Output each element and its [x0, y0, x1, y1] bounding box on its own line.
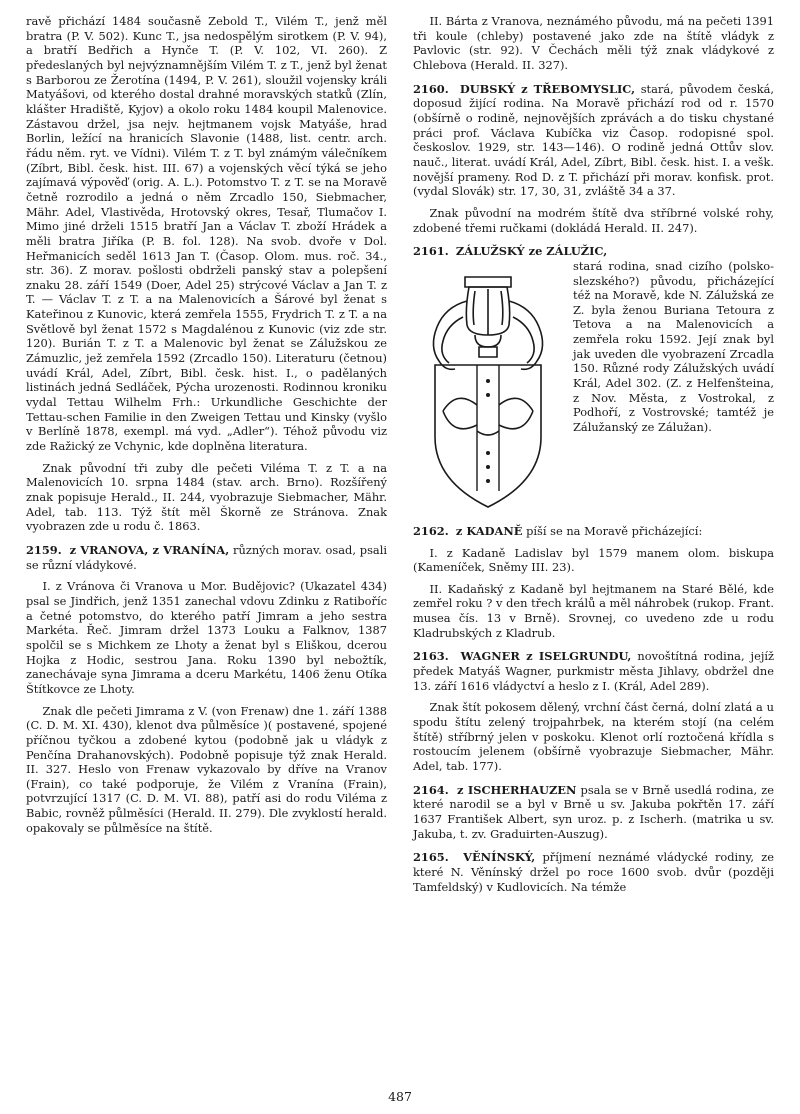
- entry-number: 2161.: [413, 244, 449, 259]
- entry-title: z ISCHERHAUZEN: [456, 782, 577, 797]
- entry-number: 2165.: [413, 850, 449, 865]
- entry-title: z KADANĚ: [455, 523, 523, 538]
- entry-lead: novoštítná rodina, jejíž předek Matyáš Wagner, purkmistr města Jihlavy, obdržel dne 13. září 1616 vládyctví a heslo z I. (Král, Adel 289).: [413, 649, 774, 693]
- entry-heading-2164: [413, 783, 774, 842]
- paragraph: Znak původní tři zuby dle pečeti Viléma T. z T. a na Malenovicích 10. srpna 1484 (stav. arch. Brno). Rozšířený znak popisuje Herald., II. 244, vyobrazuje Siebmacher, Mähr. Adel, tab. 113. Týž štít měl Škorně ze Stránova. Znak vyobrazen zde u rodu č. 1863.: [26, 460, 387, 534]
- entry-title: VĚNÍNSKÝ,: [463, 850, 536, 865]
- entry-title: WAGNER z ISELGRUNDU,: [460, 649, 632, 664]
- entry-heading-2159: [26, 543, 387, 572]
- entry-number: 2163.: [413, 649, 449, 664]
- entry-heading-2165: [413, 850, 774, 894]
- page-number: 487: [388, 1089, 412, 1104]
- coat-of-arms-zaluzsky-figure: [413, 261, 563, 513]
- two-column-layout: [26, 14, 774, 1064]
- paragraph: II. Bárta z Vranova, neznámého původu, má na pečeti 1391 tři koule (chleby) postavené jako zde na štítě vládyk z Pavlovic (str. 92). V Čechách měli týž znak vládykové z Chlebova (Herald. II. 327).: [413, 14, 774, 72]
- entry-heading-2161: [413, 244, 774, 259]
- entry-title: DUBSKÝ z TŘEBOMYSLIC,: [459, 81, 636, 96]
- entry-heading-2160: [413, 82, 774, 199]
- paragraph: Znak štít pokosem dělený, vrchní část černá, dolní zlatá a u spodu štítu zelený trojpahrbek, na kterém stojí (na celém štítě) stříbrný jelen v poskoku. Klenot orlí roztočená křídla s rostoucím jelenem (obšírně vyobrazuje Siebmacher, Mähr. Adel, tab. 177).: [413, 700, 774, 774]
- paragraph: stará rodina, snad cizího (polsko-slezského?) původu, přicházející též na Moravě, kde N. Zálužská ze Z. byla ženou Buriana Tetoura z Tetova a na Malenovicích a zemřela roku 1592. Její znak byl jak uveden dle vyobrazení Zrcadla 150. Různé rody Zálužských uvádí Král, Adel 302. (Z. z Helfenšteina, z Nov. Města, z Vostrokal, z Podhoří, z Vostrovské; tamtéž je Zálužanský ze Zálužan).: [573, 258, 774, 435]
- entry-number: 2160.: [413, 81, 449, 96]
- entry-lead: stará, původem česká, doposud žijící rodina. Na Moravě přichází rod od r. 1570 (obšírně o rodině, nejnovějších zprávách a do tisku chystané práci prof. Václava Kubíčka viz Časop. rodopisné spol. českoslov. 1929, str. 143—146). O rodině jedná Ottův slov. nauč., literat. uvádí Král, Adel, Zíbrt, Bibl. česk. hist. I. a vešk. novější prameny. Rod D. z T. přichází při morav. konfisk. prot. (vydal Slovák) str. 17, 30, 31, zvláště 34 a 37.: [413, 81, 775, 199]
- entry-heading-2163: [413, 649, 774, 693]
- entry-number: 2162.: [413, 523, 449, 538]
- entry-heading-2162: [413, 524, 774, 539]
- entry-title: z VRANOVA, z VRANÍNA,: [69, 542, 230, 557]
- entry-lead: různých morav. osad, psali se různí vládykové.: [26, 542, 387, 572]
- paragraph: Znak původní na modrém štítě dva stříbrné volské rohy, zdobené třemi ručkami (dokládá Herald. II. 247).: [413, 205, 774, 235]
- paragraph: I. z Vránova či Vranova u Mor. Budějovic? (Ukazatel 434) psal se Jindřich, jenž 1351 zanechal vdovu Zdinku z Ratiboříc a četné potomstvo, do kterého patří Jimram a jeho sestra Markéta. Řeč. Jimram držel 1373 Louku a Falknov, 1387 spolčil se s Michkem ze Lhoty a ženat byl s Eliškou, dcerou Hojka z Hodic, sestrou Jana. Roku 1390 byl nebožtík, zanechávaje syna Jimrama a dceru Markétu, 1406 ženu Otíka Štítkovce ze Lhoty.: [26, 579, 387, 696]
- paragraph: ravě přichází 1484 současně Zebold T., Vilém T., jenž měl bratra (P. V. 502). Kunc T., jsa nedospělým sirotkem (P. V. 94), a bratří Bedřich a Hynče T. (P. V. 102, VI. 260). Z předeslaných byl nejvýznamnějším Vilém T. z T., jenž byl ženat s Barborou ze Žerotína (1494, P. V. 261), sloužil vojensky králi Matyášovi, od kterého dostal drahné moravských statků (Zlín, klášter Hradiště, Kyjov) a okolo roku 1484 koupil Malenovice. Zástavou držel, jsa nejv. hejtmanem vojsk Matyáše, hrad Borlin, ležící na hranicích Slavonie (1488, list. centr. arch. řádu něm. ryt. ve Vídni). Vilém T. z T. byl známým válečníkem (Zíbrt, Bibl. česk. hist. III. 67) a vojenských věcí týká se jeho zajímavá výpověď (orig. A. L.). Potomstvo T. z T. se na Moravě četně rozrodilo a jedná o něm Zrcadlo 150, Siebmacher, Mähr. Adel, Vlastivěda, Hrotovský okres, Tesař, Tlumačov I. Mimo jiné drželi 1515 bratří Jan a Václav T. zboží Hrádek a měli bratra Jiříka (P. B. fol. 128). Na svob. dvoře v Dol. Heřmanicích seděl 1613 Jan T. (Časop. Olom. mus. roč. 34., str. 36). Z morav. pošlosti obdrželi panský stav a polepšení znaku 28. září 1549 (Doer, Adel 25) strýcové Václav a Jan T. z T. — Václav T. z T. a na Malenovicích a Šárové byl ženat s Kateřinou z Kunovic, která zemřela 1555, Frydrich T. z T. a na Světlově byl ženat 1572 s Magdalénou z Kunovic (viz zde str. 120). Burián T. z T. a Malenovic byl ženat se Zálužskou ze Zámuzlic, jež zemřela 1592 (Zrcadlo 150). Literaturu (četnou) uvádí Král, Adel, Zíbrt, Bibl. česk. hist. I., o padělaných listinách jedná Sedláček, Pýcha urozenosti. Rodinnou kroniku vydal Tettau Wilhelm Frh.: Urkundliche Geschichte der Tettau-schen Familie in den Zweigen Tettau und Kinsky (vyšlo v Berlíně 1878, exempl. má vyd. „Adler“). Téhož původu viz zde Ražický ze Vchynic, kde doplněna literatura.: [26, 14, 387, 454]
- entry-number: 2159.: [26, 542, 62, 557]
- left-column: [26, 14, 387, 1064]
- paragraph: II. Kadaňský z Kadaně byl hejtmanem na Staré Bělé, kde zemřel roku ? v den třech králů a měl náhrobek (rukop. Frant. musea čís. 13 v Brně). Srovnej, co uvedeno zde u rodu Kladrubských z Kladrub.: [413, 581, 774, 640]
- entry-title: ZÁLUŽSKÝ ze ZÁLUŽIC,: [455, 244, 608, 259]
- entry-lead: píší se na Moravě přicházející:: [522, 523, 703, 538]
- right-column: [413, 14, 774, 1064]
- paragraph: I. z Kadaně Ladislav byl 1579 manem olom. biskupa (Kameníček, Sněmy III. 23).: [413, 545, 774, 575]
- entry-lead: psala se v Brně usedlá rodina, ze které narodil se a byl v Brně u sv. Jakuba pokřtěn 17. září 1637 František Albert, syn uroz. p. z Ischerh. (matrika u sv. Jakuba, t. zv. Graduirten-Auszug).: [413, 782, 774, 841]
- entry-number: 2164.: [413, 782, 449, 797]
- paragraph: Znak dle pečeti Jimrama z V. (von Frenaw) dne 1. září 1388 (C. D. M. XI. 430), klenot dva půlměsíce )( postavené, spojené příčnou tyčkou a zdobené kytou (podobně jak u vládyk z Penčína Drahanovských). Podobně popisuje týž znak Herald. II. 327. Heslo von Frenaw vykazovalo by dříve na Vranov (Frain), co také podporuje, že Vilém z Vranína (Frain), potvrzující 1317 (C. D. M. VI. 88), patří asi do rodu Viléma z Babic, rovněž půlměsíci (Herald. II. 279). Dle zvyklostí herald. opakovaly se půlměsíce na štítě.: [26, 703, 387, 835]
- entry-lead: příjmení neznámé vládycké rodiny, ze které N. Věnínský držel po roce 1600 svob. dvůr (později Tamfeldský) v Kudlovicích. Na témže: [413, 850, 775, 894]
